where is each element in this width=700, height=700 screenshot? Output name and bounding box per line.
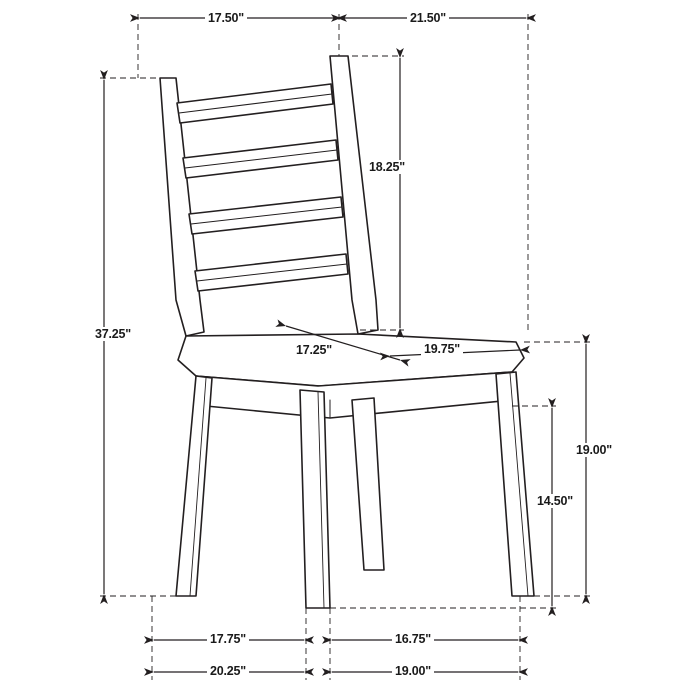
dimension-label-top-left-width: 17.50" — [205, 11, 247, 25]
dimension-label-seat-depth: 17.25" — [293, 343, 335, 357]
dimension-label-top-right-width: 21.50" — [407, 11, 449, 25]
dimension-label-rear-leg-span: 16.75" — [392, 632, 434, 646]
dimension-label-seat-width: 19.75" — [421, 342, 463, 356]
chair-illustration — [160, 56, 534, 608]
dimension-label-bottom-left-total: 20.25" — [207, 664, 249, 678]
dimension-label-bottom-right-total: 19.00" — [392, 664, 434, 678]
dimension-label-seat-to-floor-inner: 14.50" — [534, 494, 576, 508]
dimension-label-seat-to-floor-outer: 19.00" — [573, 443, 615, 457]
dimension-label-backrest-height: 18.25" — [366, 160, 408, 174]
dimension-label-overall-height: 37.25" — [92, 327, 134, 341]
dimension-label-front-leg-span: 17.75" — [207, 632, 249, 646]
